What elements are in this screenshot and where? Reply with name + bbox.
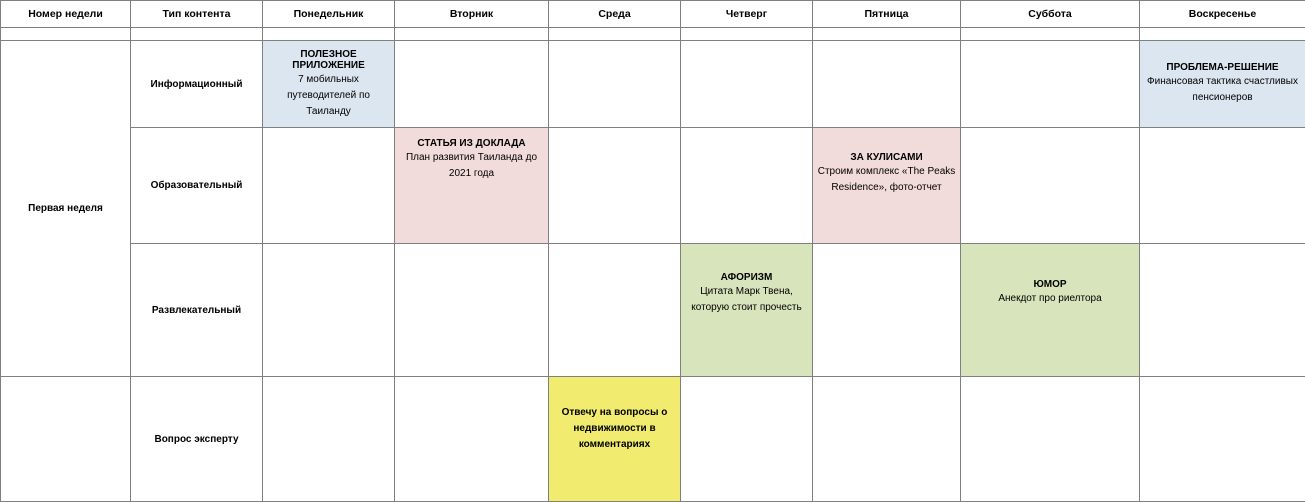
header-sunday[interactable]: Воскресенье: [1140, 1, 1305, 28]
entry-title: СТАТЬЯ ИЗ ДОКЛАДА: [399, 138, 544, 149]
row-label-educational[interactable]: [131, 128, 263, 244]
entry-title: ЮМОР: [965, 279, 1135, 290]
cell-ent-wednesday[interactable]: [549, 244, 681, 377]
header-content-type[interactable]: Тип контента: [131, 1, 263, 28]
blank-cell[interactable]: [681, 28, 813, 41]
row-educational: [1, 128, 1305, 244]
cell-info-monday[interactable]: [263, 41, 395, 128]
blank-cell[interactable]: [813, 28, 961, 41]
cell-info-sunday[interactable]: [1140, 41, 1305, 128]
cell-edu-monday[interactable]: [263, 128, 395, 244]
cell-edu-wednesday[interactable]: [549, 128, 681, 244]
row-label-text: Вопрос эксперту: [154, 434, 238, 445]
cell-edu-saturday[interactable]: [961, 128, 1140, 244]
entry-title: АФОРИЗМ: [685, 272, 808, 283]
cell-ent-thursday[interactable]: [681, 244, 813, 377]
row-label-expert[interactable]: [131, 377, 263, 502]
row-label-text: Образовательный: [151, 180, 243, 191]
header-monday[interactable]: Понедельник: [263, 1, 395, 28]
cell-info-tuesday[interactable]: [395, 41, 549, 128]
header-tuesday[interactable]: Вторник: [395, 1, 549, 28]
entry-desc: 7 мобильных путеводителей по Таиланду: [267, 72, 390, 120]
row-entertainment: [1, 244, 1305, 377]
header-thursday[interactable]: Четверг: [681, 1, 813, 28]
entry-desc: План развития Таиланда до 2021 года: [399, 150, 544, 182]
blank-cell[interactable]: [1, 28, 131, 41]
blank-cell[interactable]: [961, 28, 1140, 41]
entry-title: ЗА КУЛИСАМИ: [817, 152, 956, 163]
cell-exp-sunday[interactable]: [1140, 377, 1305, 502]
cell-info-friday[interactable]: [813, 41, 961, 128]
header-row: [1, 1, 1305, 28]
cell-exp-thursday[interactable]: [681, 377, 813, 502]
row-label-text: Развлекательный: [152, 305, 241, 316]
row-informational: [1, 41, 1305, 128]
entry-text: Отвечу на вопросы о недвижимости в комментариях: [562, 407, 668, 450]
cell-ent-sunday[interactable]: [1140, 244, 1305, 377]
week-label-cell[interactable]: [1, 41, 131, 377]
row-label-informational[interactable]: [131, 41, 263, 128]
cell-ent-tuesday[interactable]: [395, 244, 549, 377]
cell-exp-saturday[interactable]: [961, 377, 1140, 502]
header-friday[interactable]: Пятница: [813, 1, 961, 28]
cell-edu-friday[interactable]: [813, 128, 961, 244]
blank-cell[interactable]: [263, 28, 395, 41]
header-week-number[interactable]: Номер недели: [1, 1, 131, 28]
header-saturday[interactable]: Суббота: [961, 1, 1140, 28]
row-label-text: Информационный: [151, 79, 243, 90]
week-label: Первая неделя: [28, 203, 103, 214]
header-wednesday[interactable]: Среда: [549, 1, 681, 28]
cell-info-thursday[interactable]: [681, 41, 813, 128]
entry-title: ПОЛЕЗНОЕ ПРИЛОЖЕНИЕ: [267, 49, 390, 71]
cell-exp-monday[interactable]: [263, 377, 395, 502]
blank-cell[interactable]: [131, 28, 263, 41]
cell-info-wednesday[interactable]: [549, 41, 681, 128]
cell-edu-thursday[interactable]: [681, 128, 813, 244]
blank-cell[interactable]: [395, 28, 549, 41]
cell-exp-tuesday[interactable]: [395, 377, 549, 502]
cell-ent-saturday[interactable]: [961, 244, 1140, 377]
cell-edu-tuesday[interactable]: [395, 128, 549, 244]
week-cell-empty[interactable]: [1, 377, 131, 502]
entry-desc: Финансовая тактика счастливых пенсионеров: [1144, 74, 1301, 106]
cell-exp-friday[interactable]: [813, 377, 961, 502]
entry-desc: Анекдот про риелтора: [965, 291, 1135, 307]
blank-cell[interactable]: [1140, 28, 1305, 41]
cell-edu-sunday[interactable]: [1140, 128, 1305, 244]
cell-ent-friday[interactable]: [813, 244, 961, 377]
entry-desc: Строим комплекс «The Peaks Residence», фото-отчет: [817, 164, 956, 196]
blank-cell[interactable]: [549, 28, 681, 41]
cell-info-saturday[interactable]: [961, 41, 1140, 128]
blank-row: [1, 28, 1305, 41]
entry-title: ПРОБЛЕМА-РЕШЕНИЕ: [1144, 62, 1301, 73]
cell-exp-wednesday[interactable]: [549, 377, 681, 502]
cell-ent-monday[interactable]: [263, 244, 395, 377]
row-label-entertainment[interactable]: [131, 244, 263, 377]
entry-desc: Цитата Марк Твена, которую стоит прочесть: [685, 284, 808, 316]
row-expert-question: [1, 377, 1305, 502]
